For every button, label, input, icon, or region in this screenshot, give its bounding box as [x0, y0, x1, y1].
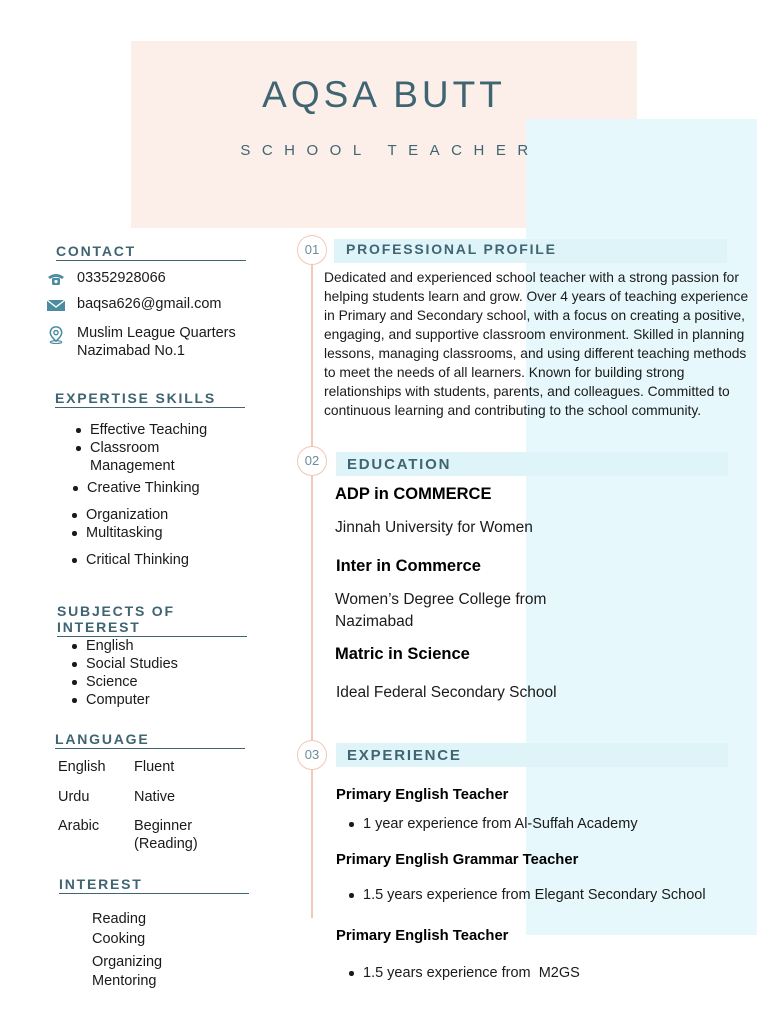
list-item: 1.5 years experience from M2GS [363, 965, 580, 981]
section-number-badge: 03 [297, 740, 327, 770]
language-name: Arabic [58, 818, 100, 834]
subjects-title: SUBJECTS OF INTEREST [57, 603, 247, 637]
degree-title: Inter in Commerce [336, 557, 481, 575]
skills-title: EXPERTISE SKILLS [55, 390, 245, 408]
skills-list [70, 551, 189, 569]
candidate-role: SCHOOL TEACHER [240, 142, 540, 159]
experience-title: EXPERIENCE [347, 747, 462, 764]
job-details [347, 815, 638, 833]
skills-list [70, 506, 168, 542]
list-item: 1 year experience from Al-Suffah Academy [363, 816, 638, 832]
list-item: Organization [86, 507, 169, 523]
address-line-1: Muslim League Quarters [77, 325, 236, 341]
section-number-badge: 01 [297, 235, 327, 265]
contact-title: CONTACT [56, 243, 246, 261]
education-title: EDUCATION [347, 456, 452, 473]
skills-list [74, 439, 175, 475]
list-item: Multitasking [86, 524, 168, 542]
school-name: Ideal Federal Secondary School [336, 684, 557, 701]
language-title: LANGUAGE [55, 731, 245, 749]
list-item: Effective Teaching [90, 422, 208, 438]
profile-title: PROFESSIONAL PROFILE [346, 241, 557, 257]
language-name: Urdu [58, 789, 90, 805]
list-item: English [86, 637, 178, 655]
degree-title: Matric in Science [335, 645, 470, 663]
job-details [347, 964, 580, 982]
email-address: baqsa626@gmail.com [77, 296, 222, 312]
job-details [347, 886, 706, 904]
contact-email[interactable] [46, 296, 222, 313]
contact-phone[interactable] [46, 270, 166, 287]
job-title: Primary English Teacher [336, 787, 509, 803]
list-item: Creative Thinking [87, 480, 200, 496]
list-item: 1.5 years experience from Elegant Secondary School [363, 887, 706, 903]
degree-title: ADP in COMMERCE [335, 485, 492, 503]
interest-item: Cooking [92, 931, 146, 947]
list-item: Classroom Management [90, 440, 175, 474]
school-name: Jinnah University for Women [335, 519, 533, 536]
contact-address [46, 324, 236, 360]
skills-list [71, 479, 200, 497]
mail-icon [46, 297, 66, 313]
list-item: Science [86, 673, 178, 691]
language-row [58, 817, 198, 853]
job-title: Primary English Grammar Teacher [336, 852, 579, 868]
language-level: Beginner [134, 818, 193, 834]
interest-item: Organizing [92, 954, 163, 970]
list-item: Social Studies [86, 656, 178, 672]
language-name: English [58, 759, 106, 775]
interest-title: INTEREST [59, 876, 249, 894]
phone-icon [46, 271, 66, 287]
timeline-line [311, 246, 313, 918]
skills-list [74, 421, 207, 439]
language-row [58, 758, 174, 776]
subjects-list [70, 637, 178, 709]
candidate-name: AQSA BUTT [262, 74, 506, 115]
section-number-badge: 02 [297, 446, 327, 476]
job-title: Primary English Teacher [336, 928, 509, 944]
list-item: Computer [86, 691, 178, 709]
language-note: (Reading) [134, 836, 198, 852]
profile-text: Dedicated and experienced school teacher with a strong passion for helping students learn and grow. Over 4 years of teaching experience in Primary and Secondary school, with a focus on creating a positive, engaging, and supportive classroom environment. Skilled in planning lessons, managing classrooms, and using different teaching methods to meet the needs of all learners. Known for building strong relationships with students, parents, and colleagues. Committed to continuous learning and contributing to the school community. [324, 270, 749, 418]
school-name: Women’s Degree College from Nazimabad [335, 591, 547, 630]
address-line-2: Nazimabad No.1 [77, 343, 185, 359]
language-row [58, 788, 175, 806]
interest-item: Reading [92, 911, 147, 927]
phone-number: 03352928066 [77, 270, 166, 286]
location-pin-icon [46, 325, 66, 344]
language-level: Native [134, 789, 176, 805]
list-item: Critical Thinking [86, 552, 189, 568]
interest-item: Mentoring [92, 973, 157, 989]
language-level: Fluent [134, 759, 175, 775]
